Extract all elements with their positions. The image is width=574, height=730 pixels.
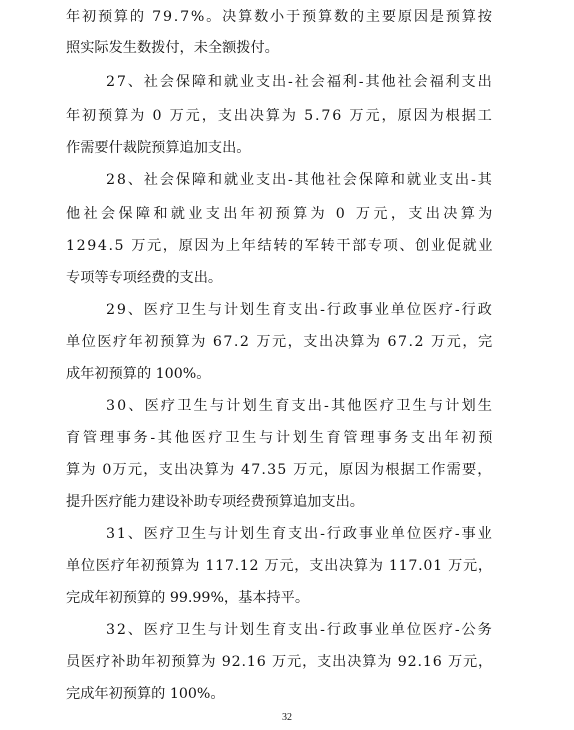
text-line: 28、社会保障和就业支出-其他社会保障和就业支出-其	[106, 172, 494, 188]
text-line: 29、医疗卫生与计划生育支出-行政事业单位医疗-行政	[106, 302, 494, 318]
page-number: 32	[282, 712, 292, 723]
text-line: 他社会保障和就业支出年初预算为 0 万元，支出决算为	[66, 206, 496, 222]
text-line: 31、医疗卫生与计划生育支出-行政事业单位医疗-事业	[106, 526, 494, 542]
text-line: 32、医疗卫生与计划生育支出-行政事业单位医疗-公务	[106, 622, 494, 638]
text-line: 年初预算为 0 万元，支出决算为 5.76 万元，原因为根据工	[66, 108, 494, 124]
text-line: 1294.5 万元，原因为上年结转的军转干部专项、创业促就业	[66, 238, 495, 254]
text-line: 作需要什裁院预算追加支出。	[66, 140, 251, 156]
text-line: 照实际发生数拨付，未全额拨付。	[66, 40, 279, 56]
text-line: 30、医疗卫生与计划生育支出-其他医疗卫生与计划生	[106, 398, 495, 414]
text-line: 单位医疗年初预算为 117.12 万元，支出决算为 117.01 万元，	[66, 558, 493, 574]
text-line: 育管理事务-其他医疗卫生与计划生育管理事务支出年初预	[66, 430, 496, 446]
text-line: 完成年初预算的 99.99%，基本持平。	[66, 590, 310, 606]
text-line: 成年初预算的 100%。	[66, 366, 211, 382]
text-line: 27、社会保障和就业支出-社会福利-其他社会福利支出	[106, 74, 494, 90]
text-line: 单位医疗年初预算为 67.2 万元，支出决算为 67.2 万元，完	[66, 334, 494, 350]
text-line: 算为 0万元，支出决算为 47.35 万元，原因为根据工作需要，	[66, 462, 493, 478]
text-line: 员医疗补助年初预算为 92.16 万元，支出决算为 92.16 万元，	[66, 654, 494, 670]
text-line: 年初预算的 79.7%。决算数小于预算数的主要原因是预算按	[66, 9, 494, 25]
text-line: 专项等专项经费的支出。	[66, 270, 223, 286]
text-line: 提升医疗能力建设补助专项经费预算追加支出。	[66, 494, 364, 510]
text-line: 完成年初预算的 100%。	[66, 686, 225, 702]
